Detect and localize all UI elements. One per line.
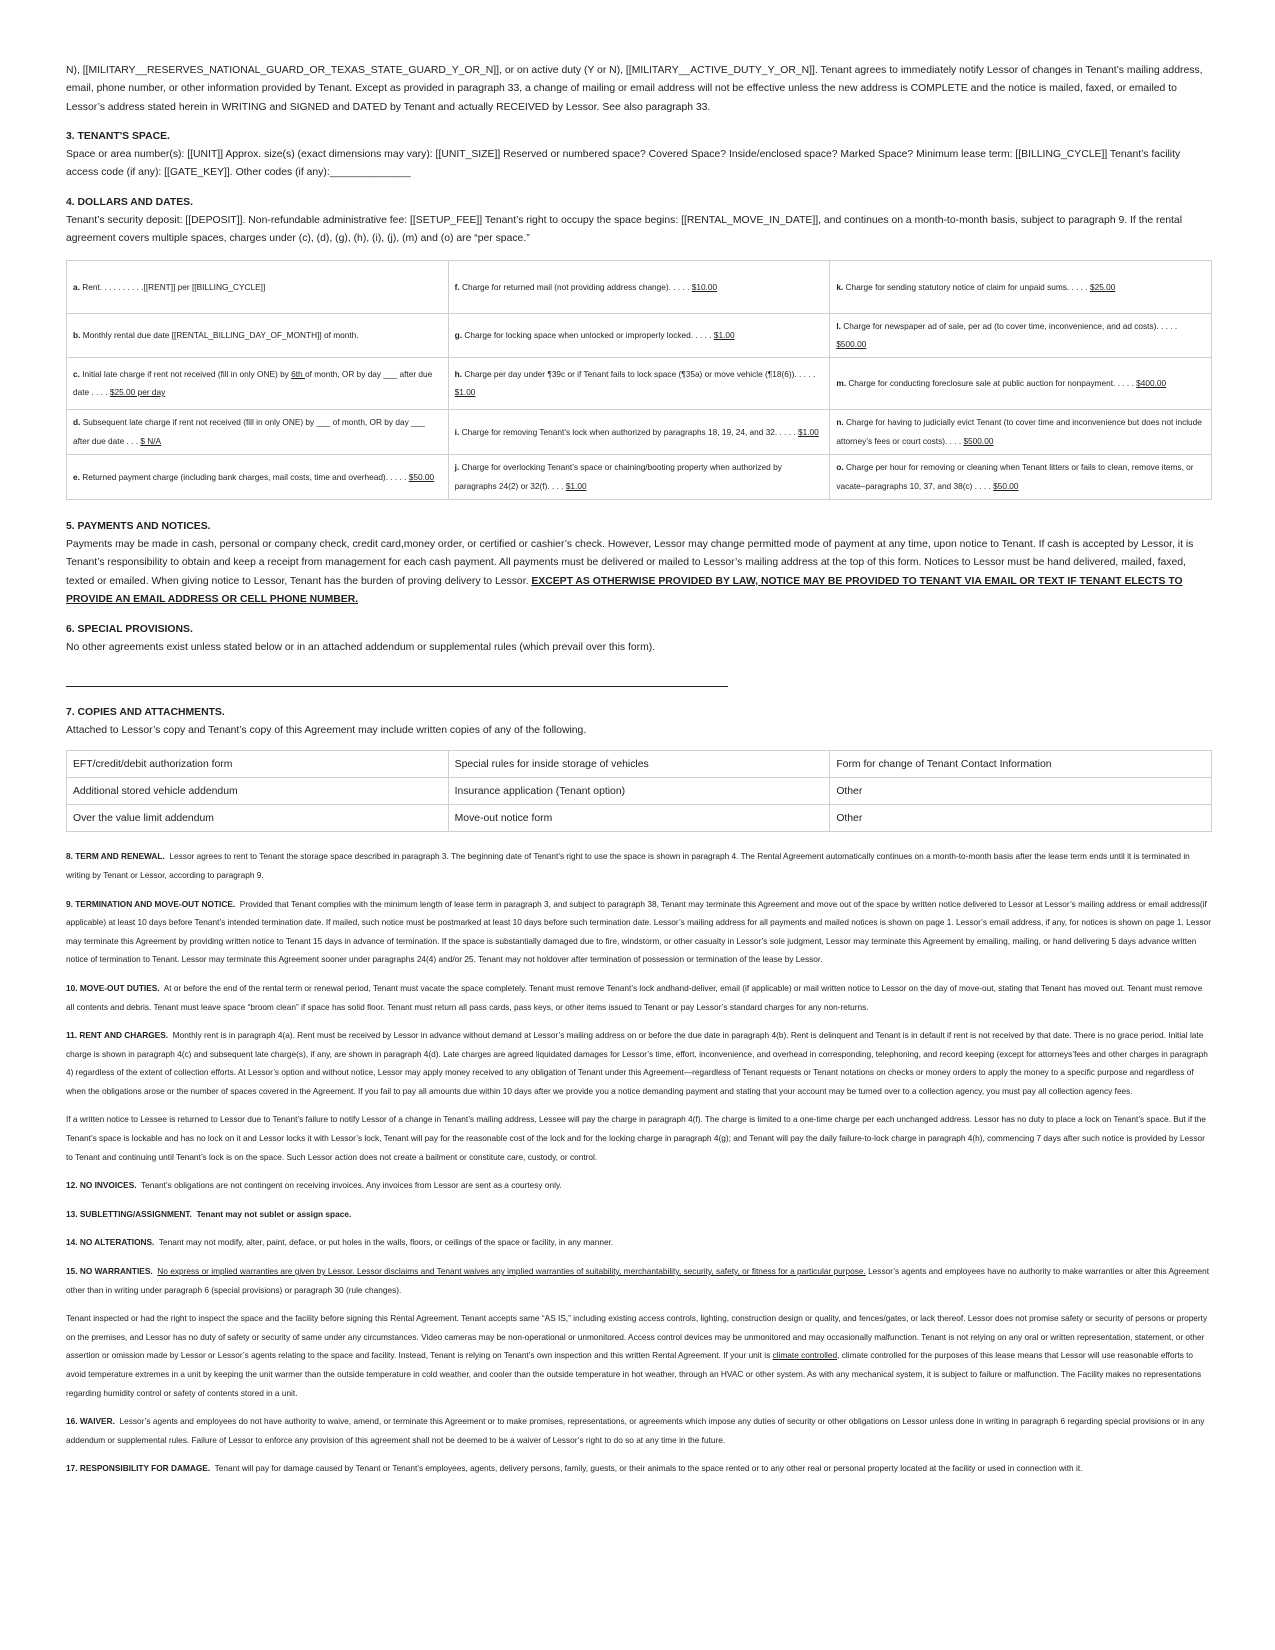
attachment-item: Over the value limit addendum bbox=[67, 805, 449, 832]
section-5-heading: 5. PAYMENTS AND NOTICES. bbox=[66, 520, 211, 532]
section-6-text: No other agreements exist unless stated below or in an attached addendum or supplemental rules (which prevail over this form). bbox=[66, 642, 656, 654]
section-16: 16. WAIVER. Lessor’s agents and employees do not have authority to waive, amend, or terminate this Agreement or to make promises, representations, or agreements which impose any duties of security or other obligations on Lessor unless done in writing in paragraph 6 regarding special provisions or in any addendum or supplemental rules. Failure of Lessor to enforce any provision of this agreement shall not be deemed to be a waiver of Lessor’s right to do so at any time in the future. bbox=[66, 1416, 1205, 1445]
fee-cell-b: b. Monthly rental due date [[RENTAL_BILLING_DAY_OF_MONTH]] of month. bbox=[67, 313, 449, 357]
attachment-item: Move-out notice form bbox=[448, 805, 830, 832]
section-7-text: Attached to Lessor’s copy and Tenant’s copy of this Agreement may include written copies of any of the following. bbox=[66, 725, 587, 737]
fee-table bbox=[66, 260, 1212, 500]
fee-row bbox=[67, 260, 1212, 313]
attachment-row bbox=[67, 751, 1212, 778]
fee-cell-a: a. Rent. . . . . . . . . .[[RENT]] per [[BILLING_CYCLE]] bbox=[67, 260, 449, 313]
fee-cell-f: f. Charge for returned mail (not providing address change). . . . . $10.00 bbox=[448, 260, 830, 313]
section-5-text bbox=[66, 536, 1212, 609]
fee-cell-m: m. Charge for conducting foreclosure sale at public auction for nonpayment. . . . . $400.00 bbox=[830, 357, 1212, 409]
fee-cell-o: o. Charge per hour for removing or cleaning when Tenant litters or fails to clean, remove items, or vacate–paragraphs 10, 37, and 38(c) . . . . $50.00 bbox=[830, 454, 1212, 499]
fee-row bbox=[67, 357, 1212, 409]
section-15-continued: Tenant inspected or had the right to inspect the space and the facility before signing this Rental Agreement. Tenant accepts same “AS IS,” including existing access controls, lighting, construction design or quality, and fences/gates, or lack thereof. Lessor does not promise safety or security of persons or property on the premises, and Lessor has no duty of safety or security of same under any circumstances. Video cameras may be non-operational or unmonitored. Access control devices may be unmonitored and may occasionally malfunction. Tenant is not relying on any oral or written representation, statement, or other assertion or omission made by Lessor or Lessor’s agents relating to the space and facility. Instead, Tenant is relying on Tenant’s own inspection and this written Rental Agreement. If your unit is climate controlled, climate controlled for the purposes of this lease means that Lessor will use reasonable efforts to avoid temperature extremes in a unit by keeping the unit warmer than the outside temperature in cold weather, and cooler than the outside temperature in hot weather, through an HVAC or other system. As with any mechanical system, it is subject to failure or malfunction. The Facility makes no representations regarding humidity control or safety of contents stored in a unit. bbox=[66, 1313, 1208, 1398]
fee-cell-l: l. Charge for newspaper ad of sale, per ad (to cover time, inconvenience, and ad costs). . . . . $500.00 bbox=[830, 313, 1212, 357]
section-3-heading: 3. TENANT'S SPACE. bbox=[66, 130, 170, 142]
section-6-heading: 6. SPECIAL PROVISIONS. bbox=[66, 624, 193, 636]
section-12: 12. NO INVOICES. Tenant’s obligations are not contingent on receiving invoices. Any invoices from Lessor are sent as a courtesy only. bbox=[66, 1180, 562, 1191]
section-8: 8. TERM AND RENEWAL. Lessor agrees to rent to Tenant the storage space described in paragraph 3. The beginning date of Tenant’s right to use the space is shown in paragraph 4. The Rental Agreement automatically continues on a month-to-month basis after the lease term ends until it is terminated in writing by Tenant or Lessor, according to paragraph 9. bbox=[66, 851, 1190, 880]
section-9: 9. TERMINATION AND MOVE-OUT NOTICE. Provided that Tenant complies with the minimum length of lease term in paragraph 3, and subject to paragraph 38, Tenant may terminate this Agreement and move out of the space by written notice delivered to Lessor at Lessor’s mailing address or email address(if applicable) at least 10 days before Tenant’s intended termination date. If mailed, such notice must be postmarked at least 10 days before such termination date. Lessor’s mailing address for all payments and mailed notices is shown on page 1. Lessor’s email address, if any, for notices is shown on page 1. Lessor may terminate this Agreement by providing written notice to Tenant 15 days in advance of termination. If the space is substantially damaged due to fire, windstorm, or other casualty in Lessor’s sole judgment, Lessor may terminate this Agreement by emailing, mailing, or hand delivering 5 days advance written notice of termination to Tenant. Lessor may terminate this Agreement sooner under paragraphs 24(4) and/or 25. Tenant may not holdover after termination of possession or termination of the lease by Lessor. bbox=[66, 898, 1212, 965]
fee-row bbox=[67, 454, 1212, 499]
section-13: 13. SUBLETTING/ASSIGNMENT. Tenant may not sublet or assign space. bbox=[66, 1208, 352, 1219]
fee-row bbox=[67, 409, 1212, 454]
attachment-item: Other bbox=[830, 778, 1212, 805]
fee-row bbox=[67, 313, 1212, 357]
attachment-item: Form for change of Tenant Contact Information bbox=[830, 751, 1212, 778]
section-3-body: Space or area number(s): [[UNIT]] Approx. size(s) (exact dimensions may vary): [[UNIT_SIZE]] Reserved or numbered space? Covered Space? Inside/enclosed space? Marked Space? Minimum lease term: [[BILLING_CYCLE]] Tenant’s facility access code (if any): [[GATE_KEY]]. Other codes (if any): bbox=[66, 149, 1181, 179]
section-7-heading: 7. COPIES AND ATTACHMENTS. bbox=[66, 706, 225, 718]
fee-cell-c: c. Initial late charge if rent not received (fill in only ONE) by 6th of month, OR by day ___ after due date . . . . $25.00 per day bbox=[67, 357, 449, 409]
attachment-item: Additional stored vehicle addendum bbox=[67, 778, 449, 805]
attachment-item: Special rules for inside storage of vehicles bbox=[448, 751, 830, 778]
intro-paragraph: N), [[MILITARY__RESERVES_NATIONAL_GUARD_OR_TEXAS_STATE_GUARD_Y_OR_N]], or on active duty (Y or N), [[MILITARY__ACTIVE_DUTY_Y_OR_N]]. Tenant agrees to immediately notify Lessor of changes in Tenant’s mailing address, email, phone number, or other information provided by Tenant. Except as provided in paragraph 33, a change of mailing or email address will not be effective unless the new address is COMPLETE and the notice is mailed, faxed, or emailed to Lessor’s address stated herein in WRITING and SIGNED and DATED by Tenant and actually RECEIVED by Lessor. See also paragraph 33. bbox=[66, 65, 1203, 113]
attachments-table bbox=[66, 750, 1212, 832]
section-4-heading: 4. DOLLARS AND DATES. bbox=[66, 196, 194, 208]
special-provisions-line bbox=[66, 686, 728, 687]
section-17: 17. RESPONSIBILITY FOR DAMAGE. Tenant will pay for damage caused by Tenant or Tenant’s employees, agents, delivery persons, family, guests, or their animals to the space rented or to any other real or personal property located at the facility or used in connection with it. bbox=[66, 1463, 1083, 1474]
attachment-item: Insurance application (Tenant option) bbox=[448, 778, 830, 805]
attachment-item: Other bbox=[830, 805, 1212, 832]
fee-cell-h: h. Charge per day under ¶39c or if Tenant fails to lock space (¶35a) or move vehicle (¶18(6)). . . . . $1.00 bbox=[448, 357, 830, 409]
fee-cell-n: n. Charge for having to judicially evict Tenant (to cover time and inconvenience but does not include attorney’s fees or court costs). . . . $500.00 bbox=[830, 409, 1212, 454]
section-4-text: Tenant’s security deposit: [[DEPOSIT]]. Non-refundable administrative fee: [[SETUP_FEE]] Tenant’s right to occupy the space begins: [[RENTAL_MOVE_IN_DATE]], and continues on a month-to-month basis, subject to paragraph 9. If the rental agreement covers multiple spaces, charges under (c), (d), (g), (h), (i), (j), (m) and (o) are “per space.” bbox=[66, 215, 1183, 245]
fee-cell-g: g. Charge for locking space when unlocked or improperly locked. . . . . $1.00 bbox=[448, 313, 830, 357]
section-11: 11. RENT AND CHARGES. Monthly rent is in paragraph 4(a). Rent must be received by Lessor in advance without demand at Lessor’s mailing address on or before the due date in paragraph 4(b). Rent is delinquent and Tenant is in default if rent is not received by that date. There is no grace period. Initial late charge is shown in paragraph 4(c) and subsequent late charge(s), if any, are shown in paragraph 4(d). Late charges are agreed liquidated damages for Lessor’s time, effort, inconvenience, and overhead in corresponding, telephoning, and record keeping (except for attorneys’fees and other charges in paragraph 4) regardless of the extent of collection efforts. At Lessor’s option and without notice, Lessor may apply money received to any obligation of Tenant under this Agreement—regardless of Tenant requests or Tenant notations on checks or money orders to apply the money to a specific purpose and regardless of when the obligations arose or the number of spaces covered in the Agreement. If you fail to pay all amounts due within 10 days after we provide you a notice demanding payment and stating that your account may be turned over to a collection agency, you must pay all collection agency fees. bbox=[66, 1030, 1208, 1096]
fee-cell-k: k. Charge for sending statutory notice of claim for unpaid sums. . . . . $25.00 bbox=[830, 260, 1212, 313]
section-10: 10. MOVE-OUT DUTIES. At or before the end of the rental term or renewal period, Tenant must vacate the space completely. Tenant must remove Tenant’s lock andhand-deliver, email (if applicable) or mail written notice to Lessor on the day of move-out, stating that Tenant has moved out. Tenant must remove all contents and debris. Tenant must leave space “broom clean” if space has solid floor. Tenant must return all pass cards, pass keys, or other items issued to Tenant or pay Lessor’s standard charges for any non-returns. bbox=[66, 982, 1203, 1012]
fee-cell-e: e. Returned payment charge (including bank charges, mail costs, time and overhead). . . . . $50.00 bbox=[67, 454, 449, 499]
section-14: 14. NO ALTERATIONS. Tenant may not modify, alter, paint, deface, or put holes in the walls, floors, or ceilings of the space or facility, in any manner. bbox=[66, 1237, 614, 1248]
attachment-row bbox=[67, 805, 1212, 832]
section-5-emphasis: EXCEPT AS OTHERWISE PROVIDED BY LAW, NOTICE MAY BE PROVIDED TO TENANT VIA EMAIL OR TEXT IF TENANT ELECTS TO PROVIDE AN EMAIL ADDRESS OR CELL PHONE NUMBER. bbox=[66, 575, 1183, 605]
lease-page bbox=[66, 62, 1212, 1478]
fee-cell-d: d. Subsequent late charge if rent not received (fill in only ONE) by ___ of month, OR by day ___ after due date . . . $ N/A bbox=[67, 409, 449, 454]
fee-cell-j: j. Charge for overlocking Tenant’s space or chaining/booting property when authorized by paragraphs 24(2) or 32(f). . . . $1.00 bbox=[448, 454, 830, 499]
section-15: 15. NO WARRANTIES. No express or implied warranties are given by Lessor. Lessor disclaims and Tenant waives any implied warranties of suitability, merchantability, security, safety, or fitness for a particular purpose. Lessor’s agents and employees have no authority to make warranties or alter this Agreement other than in writing under paragraph 6 (special provisions) or paragraph 30 (rule changes). bbox=[66, 1266, 1210, 1295]
section-11-continued: If a written notice to Lessee is returned to Lessor due to Tenant’s failure to notify Lessor of a change in Tenant’s mailing address, Lessee will pay the charge in paragraph 4(f). The charge is limited to a one-time charge per each unchanged address. Lessor has no duty to place a lock on Tenant’s space. But if the Tenant’s space is lockable and has no lock on it and Lessor locks it with Lessor’s lock, Tenant will pay for the reasonable cost of the lock and for the locking charge in paragraph 4(g); and Tenant will pay the daily failure-to-lock charge in paragraph 4(h), commencing 7 days after such notice is provided by Lessor to Tenant and continuing until Tenant’s lock is on the space. Such Lessor action does not create a bailment or constitute care, custody, or control. bbox=[66, 1114, 1206, 1162]
attachment-row bbox=[67, 778, 1212, 805]
section-5-body: Payments may be made in cash, personal or company check, credit card,money order, or certified or cashier’s check. However, Lessor may change permitted mode of payment at any time, upon notice to Tenant. If cash is accepted by Lessor, it is Tenant’s responsibility to obtain and keep a receipt from management for each cash payment. All payments must be delivered or mailed to Lessor’s mailing address at the top of this form. Notices to Lessor must be hand delivered, mailed, faxed, texted or emailed. When giving notice to Lessor, Tenant has the burden of proving delivery to Lessor. bbox=[66, 538, 1194, 587]
fee-cell-i: i. Charge for removing Tenant’s lock when authorized by paragraphs 18, 19, 24, and 32. . . . . $1.00 bbox=[448, 409, 830, 454]
other-codes-blank: ______________ bbox=[329, 167, 411, 179]
attachment-item: EFT/credit/debit authorization form bbox=[67, 751, 449, 778]
section-3-text bbox=[66, 146, 1212, 183]
